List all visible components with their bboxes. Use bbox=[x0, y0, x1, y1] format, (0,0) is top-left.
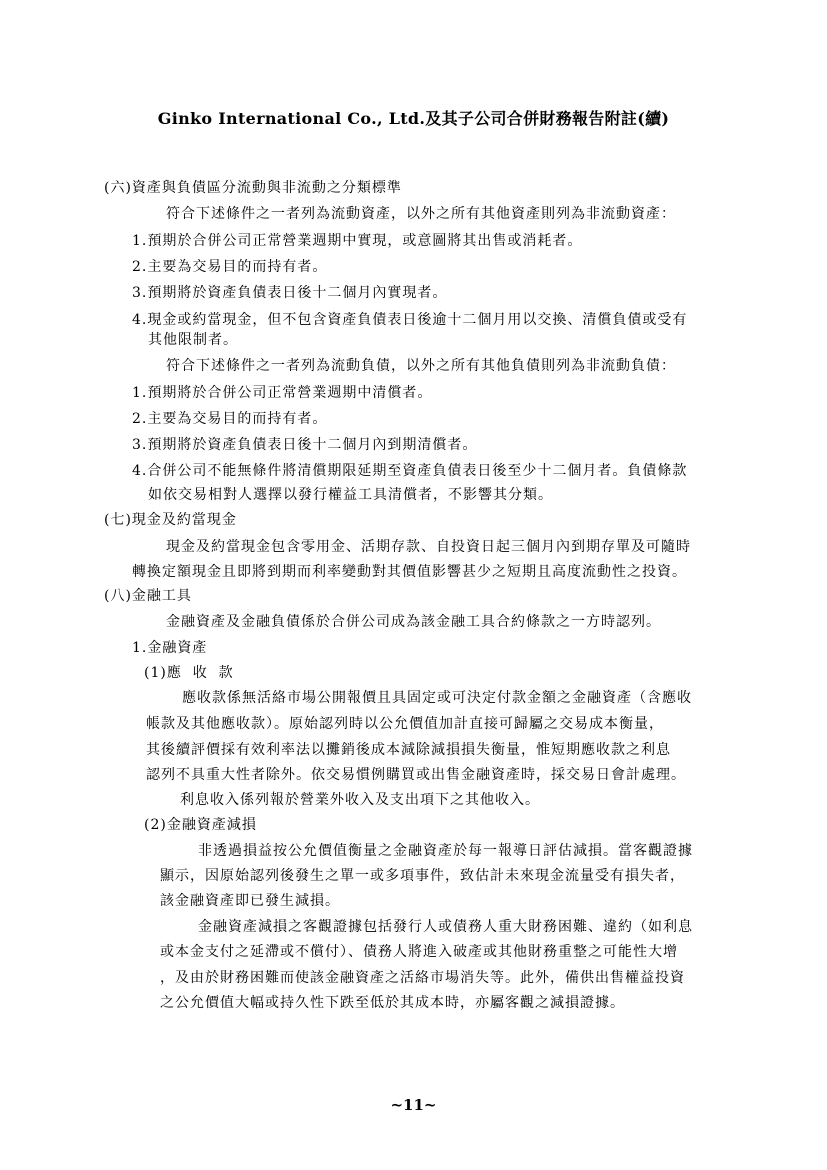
impairment-evidence-line: ，及由於財務困難而使該金融資產之活絡市場消失等。此外，備供出售權益投資 bbox=[160, 970, 685, 986]
current-asset-item: 2.主要為交易目的而持有者。 bbox=[132, 259, 328, 275]
subheading-receivables: (1)應 收 款 bbox=[144, 665, 234, 681]
impairment-paragraph-line: 非透過損益按公允價值衡量之金融資產於每一報導日評估減損。當客觀證據 bbox=[198, 843, 693, 859]
financial-instruments-intro: 金融資產及金融負債係於合併公司成為該金融工具合約條款之一方時認列。 bbox=[166, 614, 661, 630]
impairment-evidence-line: 金融資產減損之客觀證據包括發行人或債務人重大財務困難、違約（如利息 bbox=[198, 919, 693, 935]
current-asset-item: 4.現金或約當現金，但不包含資產負債表日後逾十二個月用以交換、清償負債或受有 bbox=[132, 312, 688, 328]
current-liability-item-continued: 如依交易相對人選擇以發行權益工具清償者，不影響其分類。 bbox=[148, 487, 553, 503]
current-asset-item: 3.預期將於資產負債表日後十二個月內實現者。 bbox=[132, 285, 448, 301]
current-asset-item-continued: 其他限制者。 bbox=[148, 332, 238, 348]
section-heading-financial-instruments: (八)金融工具 bbox=[104, 588, 192, 604]
page-number: ~11~ bbox=[390, 1096, 437, 1114]
receivables-paragraph-line: 其後續評價採有效利率法以攤銷後成本減除減損損失衡量，惟短期應收款之利息 bbox=[146, 742, 671, 758]
current-liability-item: 4.合併公司不能無條件將清償期限延期至資產負債表日後至少十二個月者。負債條款 bbox=[132, 463, 688, 479]
subheading-impairment: (2)金融資產減損 bbox=[144, 817, 257, 833]
report-title: Ginko International Co., Ltd.及其子公司合併財務報告附註(續) bbox=[157, 109, 670, 128]
section-heading-current-noncurrent: (六)資產與負債區分流動與非流動之分類標準 bbox=[104, 180, 402, 196]
cash-paragraph-line: 現金及約當現金包含零用金、活期存款、自投資日起三個月內到期存單及可隨時 bbox=[166, 539, 691, 555]
current-liability-item: 3.預期將於資產負債表日後十二個月內到期清償者。 bbox=[132, 437, 478, 453]
current-asset-item: 1.預期於合併公司正常營業週期中實現，或意圖將其出售或消耗者。 bbox=[132, 233, 583, 249]
impairment-evidence-line: 之公允價值大幅或持久性下跌至低於其成本時，亦屬客觀之減損證據。 bbox=[160, 995, 625, 1011]
receivables-paragraph-line: 認列不具重大性者除外。依交易慣例購買或出售金融資產時，採交易日會計處理。 bbox=[146, 767, 686, 783]
impairment-evidence-line: 或本金支付之延滯或不償付）、債務人將進入破產或其他財務重整之可能性大增 bbox=[160, 944, 678, 960]
current-liability-intro: 符合下述條件之一者列為流動負債，以外之所有其他負債則列為非流動負債： bbox=[166, 358, 676, 374]
subheading-financial-assets: 1.金融資產 bbox=[132, 640, 208, 656]
section-heading-cash: (七)現金及約當現金 bbox=[104, 512, 237, 528]
receivables-interest-note: 利息收入係列報於營業外收入及支出項下之其他收入。 bbox=[180, 792, 540, 808]
current-liability-item: 1.預期將於合併公司正常營業週期中清償者。 bbox=[132, 385, 433, 401]
receivables-paragraph-line: 帳款及其他應收款）。原始認列時以公允價值加計直接可歸屬之交易成本衡量， bbox=[146, 716, 664, 732]
receivables-paragraph-line: 應收款係無活絡市場公開報價且具固定或可決定付款金額之金融資產（含應收 bbox=[182, 690, 692, 706]
current-liability-item: 2.主要為交易目的而持有者。 bbox=[132, 411, 328, 427]
impairment-paragraph-line: 該金融資產即已發生減損。 bbox=[160, 893, 340, 909]
cash-paragraph-line: 轉換定額現金且即將到期而利率變動對其價值影響甚少之短期且高度流動性之投資。 bbox=[132, 564, 687, 580]
impairment-paragraph-line: 顯示，因原始認列後發生之單一或多項事件，致估計未來現金流量受有損失者， bbox=[160, 868, 685, 884]
current-asset-intro: 符合下述條件之一者列為流動資產，以外之所有其他資產則列為非流動資產： bbox=[166, 206, 676, 222]
